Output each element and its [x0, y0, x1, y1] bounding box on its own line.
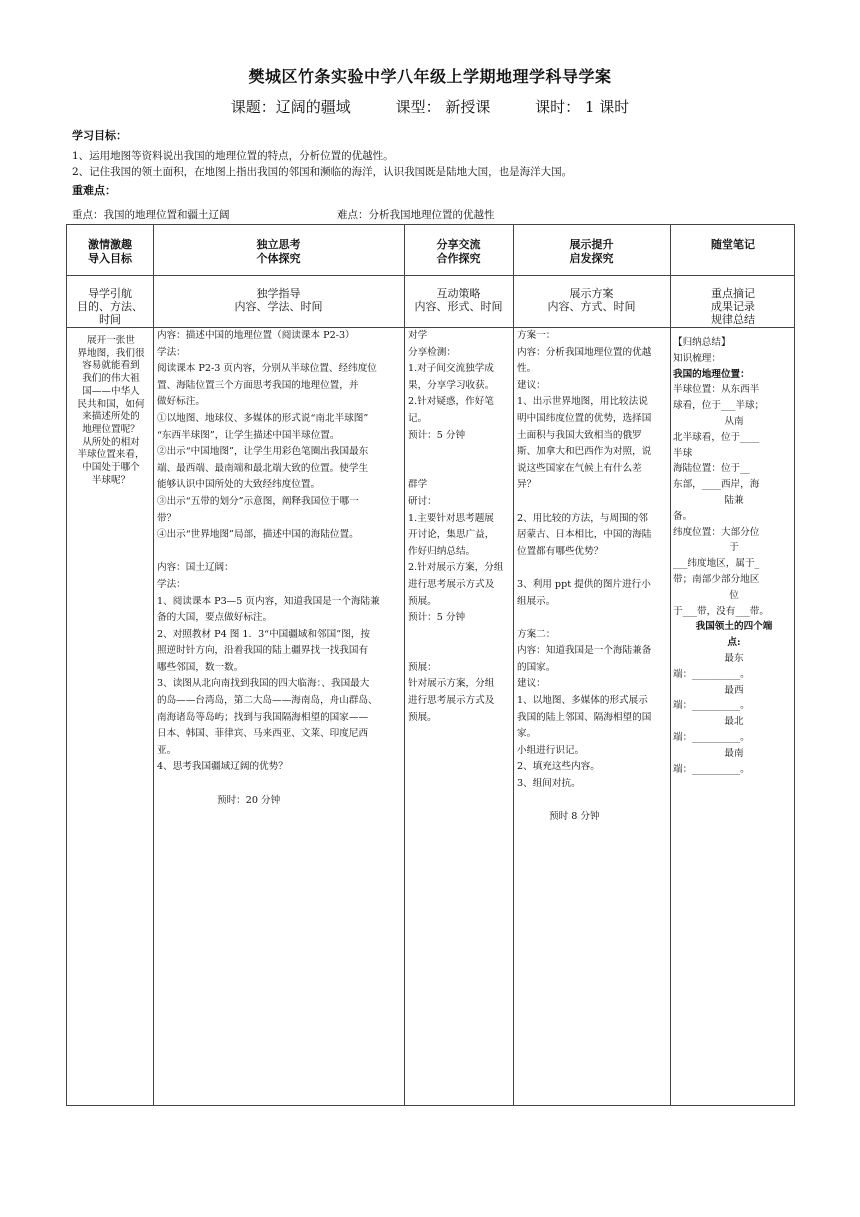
- col5-line: 端：__________。: [673, 731, 750, 743]
- col2-line: 哪些邻国，数一数。: [157, 661, 244, 673]
- col5-line: 陆兼: [724, 494, 744, 506]
- col2-line: 4、思考我国疆域辽阔的优势？: [157, 761, 288, 773]
- col2-line: [157, 544, 402, 561]
- col3-line: 对学: [408, 330, 428, 341]
- col4-line: 建议：: [517, 379, 546, 391]
- col4-line: 位置都有哪些优势？: [517, 545, 604, 557]
- col5-line: 东部，____西岸，海: [673, 479, 760, 491]
- col1-line: 来描述所处的: [82, 411, 140, 423]
- col4-line: 2、用比较的方法，与周围的邻: [517, 512, 648, 524]
- col3-line: 针对展示方案，分组: [408, 678, 495, 690]
- col4-line: 建议：: [517, 678, 546, 690]
- col3-line: 2.针对展示方案，分组: [408, 562, 504, 574]
- col3-line: 研讨：: [408, 495, 437, 507]
- col1-line: 中国处于哪个: [82, 462, 140, 474]
- col2-line: 2、对照教材 P4 图 1．3“中国疆域和邻国”图，按: [157, 628, 370, 640]
- col5-line: 最东: [724, 652, 744, 664]
- col2-line: 预时：20 分钟: [217, 794, 281, 806]
- cooperation-column: [408, 328, 512, 726]
- col3-line: 作好归纳总结。: [408, 545, 476, 557]
- notes-column: [673, 335, 795, 777]
- intro-column: [71, 335, 151, 487]
- col2-line: 能够认识中国所处的大致经纬度位置。: [157, 479, 321, 491]
- subheader-col-3: 互动策略 内容、形式、时间: [414, 287, 503, 313]
- col1-line: 地理位置呢？: [82, 423, 140, 435]
- col4-line: [517, 494, 669, 511]
- lesson-table: [66, 224, 795, 1106]
- col3-line: [408, 627, 512, 644]
- col4-line: 3、组间对抗。: [517, 778, 581, 790]
- col2-line: 照逆时针方向，沿着我国的陆上疆界找一找我国有: [157, 645, 369, 657]
- col2-line: [157, 776, 402, 793]
- col3-line: 群学: [408, 479, 428, 491]
- col5-line: 备。: [673, 510, 693, 522]
- col5-line: ___纬度地区，属于_: [673, 558, 760, 570]
- col3-line: [408, 444, 512, 461]
- subheader-col-4: 展示方案 内容、方式、时间: [547, 287, 636, 313]
- col1-line: 容易就能看到: [82, 360, 140, 372]
- col2-line: 内容：国土辽阔：: [157, 562, 234, 574]
- col4-line: 内容：分析我国地理位置的优越: [517, 346, 652, 358]
- col4-line: 1、以地图、多媒体的形式展示: [517, 695, 648, 707]
- col4-line: 小组进行识记。: [517, 744, 585, 756]
- col4-line: 居蒙古、日本相比，中国的海陆: [517, 529, 652, 541]
- individual-study-column: [157, 328, 402, 809]
- header-col-3: 分享交流 合作探究: [436, 238, 481, 265]
- lesson-hours: 课时： 1 课时: [535, 98, 630, 116]
- col2-line: 置、海陆位置三个方面思考我国的地理位置，并: [157, 379, 359, 391]
- col4-line: 明中国纬度位置的优势，选择国: [517, 412, 652, 424]
- col4-line: 内容：知道我国是一个海陆兼备: [517, 645, 652, 657]
- col2-line: ①以地图、地球仪、多媒体的形式说“南北半球图”: [157, 412, 369, 424]
- header-col-4: 展示提升 启发探究: [569, 238, 614, 265]
- col1-line: 展开一张世: [87, 335, 135, 346]
- col3-line: 预展。: [408, 711, 437, 723]
- col3-line: 分享检测：: [408, 346, 456, 358]
- col4-line: 预时 8 分钟: [549, 811, 600, 823]
- col4-line: 1、出示世界地图，用比较法说: [517, 396, 648, 408]
- col4-line: 斯、加拿大和巴西作为对照，说: [517, 446, 652, 458]
- col5-line: 半球: [673, 447, 693, 459]
- col4-line: 的国家。: [517, 661, 556, 673]
- col2-line: 做好标注。: [157, 396, 205, 408]
- col5-line: 我国领土的四个端: [695, 621, 773, 633]
- difficulty-heading: 重难点：: [72, 184, 116, 197]
- goal-item-2: 2、记住我国的领土面积，在地图上指出我国的邻国和濒临的海洋，认识我国既是陆地大国，也是海洋大国。: [72, 166, 573, 178]
- subheader-col-5: 重点摘记 成果记录 规律总结: [711, 287, 755, 326]
- col5-line: 半球位置：从东西半: [673, 384, 760, 396]
- header-col-5: 随堂笔记: [711, 238, 755, 251]
- col3-line: 1.主要针对思考题展: [408, 512, 494, 524]
- subheader-col-1: 导学引航 目的、方法、 时间: [77, 287, 143, 326]
- col2-line: 3、读图从北向南找到我国的四大临海：、我国最大: [157, 678, 370, 690]
- col5-line: 端：__________。: [673, 700, 750, 712]
- hard-point: 难点：分析我国地理位置的优越性: [337, 209, 495, 221]
- col3-line: [408, 643, 512, 660]
- col1-line: 半球呢？: [91, 474, 131, 486]
- col5-line: 【归纳总结】: [673, 337, 731, 348]
- col2-line: 端、最西端、最南端和最北端大致的位置。使学生: [157, 462, 369, 474]
- col2-line: 备的大国，要点做好标注。: [157, 612, 273, 624]
- col2-line: 南海诸岛等岛屿；找到与我国隔海相望的国家——: [157, 711, 369, 723]
- presentation-column: [517, 328, 669, 826]
- col4-line: 组展示。: [517, 595, 556, 607]
- col4-line: [517, 793, 669, 810]
- col5-line: 位: [729, 589, 739, 601]
- col5-line: 海陆位置：位于__: [673, 463, 750, 475]
- col3-line: 预展：: [408, 661, 437, 673]
- col2-line: “东西半球图”，让学生描述中国半球位置。: [157, 429, 340, 441]
- goals-heading: 学习目标：: [72, 129, 127, 142]
- goal-item-1: 1、运用地图等资料说出我国的地理位置的特点，分析位置的优越性。: [72, 150, 394, 162]
- col3-line: 进行思考展示方式及: [408, 695, 495, 707]
- col5-line: 点:: [727, 637, 741, 649]
- col1-line: 国——中华人: [82, 385, 140, 397]
- col3-line: 2.针对疑惑，作好笔: [408, 396, 494, 408]
- col2-line: 学法：: [157, 346, 186, 358]
- page-title: 樊城区竹条实验中学八年级上学期地理学科导学案: [248, 67, 612, 86]
- col3-line: 进行思考展示方式及: [408, 578, 495, 590]
- col5-line: 最南: [724, 747, 744, 759]
- col3-line: 预展。: [408, 595, 437, 607]
- col3-line: 记。: [408, 412, 428, 424]
- col3-line: [408, 461, 512, 478]
- col2-line: 日本、韩国、菲律宾、马来西亚、文莱、印度尼西: [157, 728, 369, 740]
- col1-line: 我们的伟大祖: [82, 373, 140, 385]
- col2-line: 1、阅读课本 P3—5 页内容，知道我国是一个海陆兼: [157, 595, 380, 607]
- col5-line: 球看，位于___半球；: [673, 400, 765, 412]
- col4-line: 家。: [517, 728, 537, 740]
- col5-line: 最西: [724, 684, 744, 696]
- col5-line: 端：__________。: [673, 763, 750, 775]
- col4-line: [517, 560, 669, 577]
- lesson-info: [0, 96, 860, 117]
- col3-line: 开讨论，集思广益，: [408, 529, 495, 541]
- col2-line: 的岛——台湾岛，第二大岛——海南岛，舟山群岛、: [157, 695, 378, 707]
- header-col-2: 独立思考 个体探究: [256, 238, 301, 265]
- col1-line: 民共和国，如何: [77, 398, 145, 410]
- col2-line: 学法：: [157, 578, 186, 590]
- col2-line: 亚。: [157, 744, 177, 756]
- col2-line: ②出示“中国地图”，让学生用彩色笔圈出我国最东: [157, 446, 369, 458]
- col3-line: 果，分享学习收获。: [408, 379, 495, 391]
- col2-line: 内容：描述中国的地理位置（阅读课本 P2-3）: [157, 330, 355, 341]
- col5-line: 带；南部少部分地区: [673, 573, 760, 585]
- key-point: 重点：我国的地理位置和疆土辽阔: [72, 209, 230, 221]
- col1-line: 界地图，我们很: [77, 347, 145, 359]
- col5-line: 知识梳理：: [673, 352, 721, 364]
- col3-line: 1.对子间交流独学成: [408, 363, 494, 375]
- col2-line: 阅读课本 P2-3 页内容，分别从半球位置、经纬度位: [157, 363, 377, 375]
- col5-line: 我国的地理位置：: [673, 368, 750, 380]
- col5-line: 北半球看，位于____: [673, 431, 760, 443]
- col4-line: 我国的陆上邻国、隔海相望的国: [517, 711, 652, 723]
- col1-line: 从所处的相对: [82, 436, 140, 448]
- col4-line: 方案一：: [517, 330, 556, 341]
- col2-line: 带？: [157, 512, 177, 524]
- col5-line: 于: [729, 542, 739, 554]
- col4-line: 土面积与我国大致相当的俄罗: [517, 429, 642, 441]
- lesson-type: 课型： 新授课: [395, 98, 491, 116]
- col4-line: 3、利用 ppt 提供的图片进行小: [517, 578, 651, 590]
- col5-line: 于___带，没有___带。: [673, 605, 769, 617]
- col5-line: 最北: [724, 716, 744, 728]
- col1-line: 半球位置来看，: [77, 449, 145, 461]
- col3-line: 预计：5 分钟: [408, 612, 466, 624]
- col4-line: 2、填充这些内容。: [517, 761, 600, 773]
- col4-line: 性。: [517, 363, 537, 375]
- col4-line: [517, 610, 669, 627]
- subheader-col-2: 独学指导 内容、学法、时间: [234, 287, 323, 313]
- col4-line: 说这些国家在气候上有什么差: [517, 462, 642, 474]
- col3-line: 预计：5 分钟: [408, 429, 466, 441]
- col5-line: 纬度位置：大部分位: [673, 526, 760, 538]
- col5-line: 从南: [724, 415, 744, 427]
- col4-line: 异？: [517, 479, 537, 491]
- lesson-topic: 课题：辽阔的疆域: [230, 98, 351, 116]
- col2-line: ④出示“世界地图”局部，描述中国的海陆位置。: [157, 529, 359, 541]
- col5-line: 端：__________。: [673, 668, 750, 680]
- header-col-1: 激情激趣 导入目标: [88, 238, 132, 265]
- col2-line: ③出示“五带的划分”示意图，阐释我国位于哪一: [157, 495, 359, 507]
- col4-line: 方案二：: [517, 628, 556, 640]
